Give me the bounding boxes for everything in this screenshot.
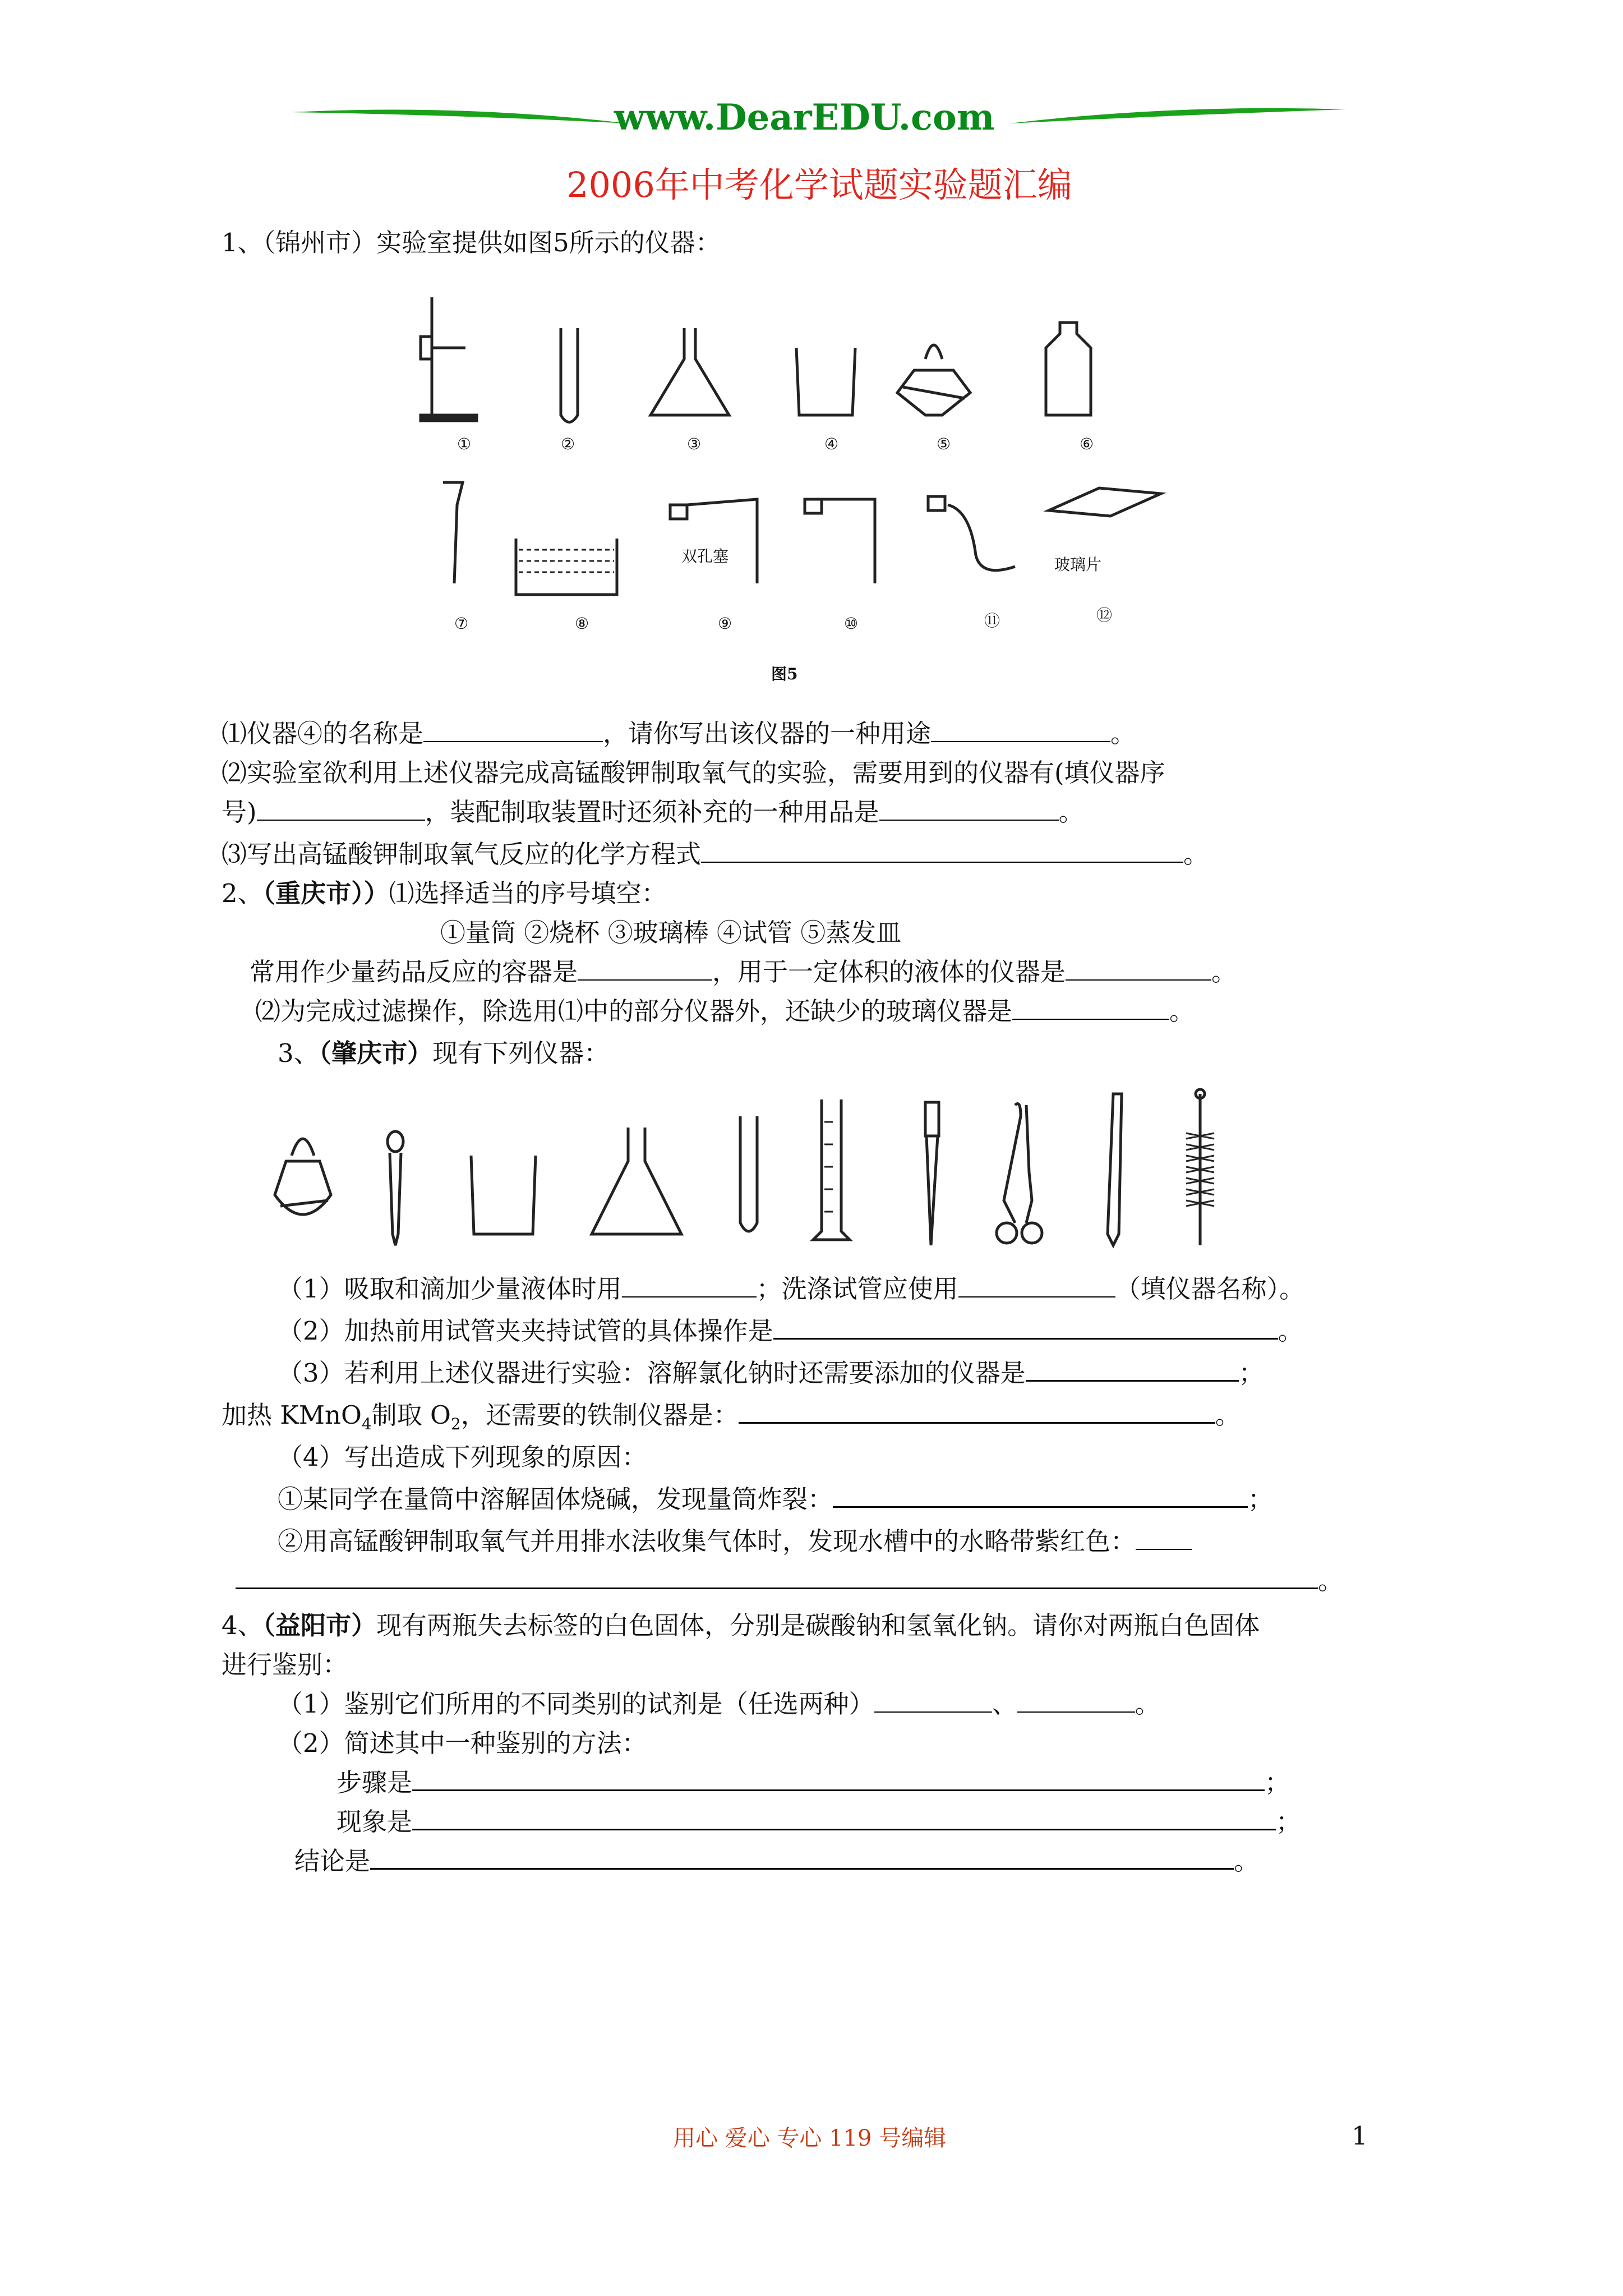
fig-label: ② bbox=[561, 435, 575, 453]
q2-line1: 常用作少量药品反应的容器是 ，用于一定体积的液体的仪器是 。 bbox=[250, 957, 1237, 987]
long-funnel bbox=[443, 482, 463, 583]
test-tube bbox=[740, 1116, 757, 1231]
q3-line2: （2）加热前用试管夹夹持试管的具体操作是 。 bbox=[278, 1316, 1303, 1346]
alcohol-lamp bbox=[275, 1139, 331, 1214]
bent-rubber-tube bbox=[928, 496, 1015, 570]
fig-label: ⑥ bbox=[1080, 435, 1094, 453]
fig-label: ⑫ bbox=[1096, 606, 1113, 624]
q4-conclusion: 结论是 。 bbox=[294, 1846, 1260, 1876]
q2-head: 2、（重庆市））⑴选择适当的序号填空： bbox=[222, 878, 667, 908]
fig-label: ① bbox=[457, 435, 472, 453]
double-hole-stopper-tube bbox=[670, 499, 757, 583]
fig-label: ④ bbox=[824, 435, 839, 453]
q3-line8: 。 bbox=[236, 1565, 1343, 1596]
medicine-spoon bbox=[925, 1102, 939, 1245]
fig-label: ⑩ bbox=[844, 614, 859, 633]
figure-5 bbox=[409, 275, 1195, 679]
alcohol-lamp bbox=[897, 345, 970, 415]
fig-label: ⑦ bbox=[454, 614, 469, 633]
iron-stand bbox=[421, 297, 477, 421]
glass-slide bbox=[1049, 488, 1161, 516]
q1-part2-line2: 号) ，装配制取装置时还须补充的一种用品是 。 bbox=[222, 797, 1084, 827]
q4-head: 4、（益阳市）现有两瓶失去标签的白色固体，分别是碳酸钠和氢氧化钠。请你对两瓶白色固体 bbox=[222, 1611, 1260, 1640]
q3-head: 3、（肇庆市）现有下列仪器： bbox=[278, 1038, 610, 1068]
conical-flask bbox=[592, 1128, 681, 1234]
gas-bottle bbox=[1046, 323, 1091, 415]
fig-label: ⑨ bbox=[718, 614, 732, 633]
fig-label: ③ bbox=[687, 435, 702, 453]
conical-flask bbox=[651, 328, 729, 415]
q3-line7: ②用高锰酸钾制取氧气并用排水法收集气体时，发现水槽中的水略带紫红色： bbox=[278, 1526, 1192, 1557]
footer-text: 用心 爱心 专心 119 号编辑 bbox=[673, 2125, 947, 2151]
test-tube-brush bbox=[1186, 1089, 1214, 1245]
stopper-tube bbox=[805, 499, 875, 583]
q3-line5: （4）写出造成下列现象的原因： bbox=[278, 1442, 647, 1472]
fig-label: ⑧ bbox=[575, 614, 589, 633]
q1-part3: ⑶写出高锰酸钾制取氧气反应的化学方程式 。 bbox=[222, 839, 1209, 869]
q3-line4: 加热 KMnO$_4$制取 $O_2$，还需要的铁制仪器是： 。 bbox=[222, 1400, 1241, 1433]
beaker bbox=[471, 1156, 536, 1234]
q2-options: ①量筒 ②烧杯 ③玻璃棒 ④试管 ⑤蒸发皿 bbox=[440, 918, 902, 947]
q3-line6: ①某同学在量筒中溶解固体烧碱，发现量筒炸裂： ； bbox=[278, 1484, 1274, 1514]
dropper bbox=[388, 1131, 403, 1245]
q2-line2: ⑵为完成过滤操作，除选用⑴中的部分仪器外，还缺少的玻璃仪器是 。 bbox=[255, 996, 1195, 1026]
header-swoosh-left bbox=[292, 101, 628, 135]
fig-caption-double-hole: 双孔塞 bbox=[681, 547, 729, 565]
q4-head-cont: 进行鉴别： bbox=[222, 1650, 348, 1680]
fig-label: ⑤ bbox=[937, 435, 951, 453]
q4-phenomenon: 现象是 ； bbox=[336, 1807, 1302, 1837]
q1-part2-line1: ⑵实验室欲利用上述仪器完成高锰酸钾制取氧气的实验，需要用到的仪器有(填仪器序 bbox=[222, 758, 1165, 788]
q3-line1: （1）吸取和滴加少量液体时用 ；洗涤试管应使用 （填仪器名称）。 bbox=[278, 1274, 1305, 1304]
q3-line3: （3）若利用上述仪器进行实验：溶解氯化钠时还需要添加的仪器是 ； bbox=[278, 1358, 1264, 1388]
q4-line2: （2）简述其中一种鉴别的方法： bbox=[278, 1728, 647, 1758]
beaker bbox=[796, 348, 855, 415]
water-trough bbox=[516, 539, 617, 595]
test-tube-clamp bbox=[997, 1104, 1042, 1244]
figure-caption: 图5 bbox=[771, 665, 798, 683]
header-swoosh-right bbox=[1009, 101, 1346, 135]
q4-step: 步骤是 ； bbox=[336, 1768, 1290, 1797]
page-number: 1 bbox=[1352, 2121, 1368, 2151]
fig-caption-glass: 玻璃片 bbox=[1054, 555, 1102, 574]
test-tube bbox=[561, 328, 578, 422]
q1-part1: ⑴仪器④的名称是 ，请你写出该仪器的一种用途 。 bbox=[222, 719, 1136, 748]
fig-label: ⑪ bbox=[984, 611, 1000, 630]
crucible-tongs bbox=[1108, 1094, 1122, 1245]
q3-instruments bbox=[247, 1088, 1312, 1257]
q1-stem: 1、（锦州市）实验室提供如图5所示的仪器： bbox=[222, 228, 721, 257]
page-title: 2006年中考化学试题实验题汇编 bbox=[566, 164, 1072, 205]
q4-line1: （1）鉴别它们所用的不同类别的试剂是（任选两种） 、 。 bbox=[278, 1689, 1160, 1719]
measuring-cylinder bbox=[813, 1099, 850, 1240]
site-logo: www.DearEDU.com bbox=[614, 96, 995, 139]
